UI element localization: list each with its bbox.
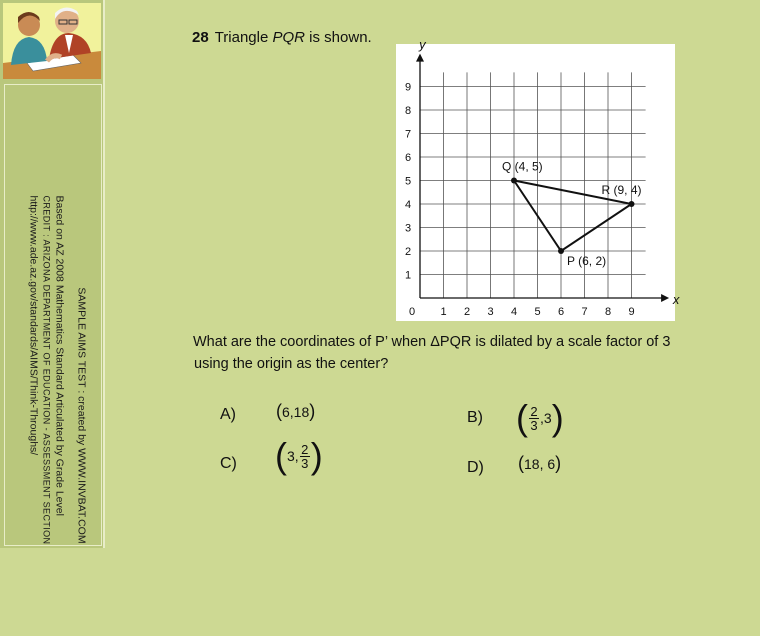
credit-line-3: CREDIT : ARIZONA DEPARTMENT OF EDUCATION - ASSESSMENT SECTION: [41, 195, 52, 545]
question-number: 28: [192, 29, 209, 46]
x-tick-label: 9: [628, 306, 635, 318]
option-c-numerator: 2: [301, 441, 309, 457]
credit-line-1: SAMPLE AIMS TEST : created by WWW.INVBAT.COM: [75, 287, 88, 544]
option-d-value[interactable]: ( 18, 6 ): [518, 453, 562, 473]
option-c-fraction: [300, 443, 310, 470]
vertex-point: [629, 201, 635, 207]
y-tick-label: 8: [404, 105, 412, 117]
vertex-label: Q (4, 5): [502, 159, 543, 174]
option-b-letter[interactable]: B): [467, 409, 483, 426]
option-c-letter[interactable]: C): [220, 455, 237, 472]
y-tick-label: 3: [404, 222, 412, 235]
sidebar: [0, 0, 105, 548]
x-tick-label: 7: [581, 306, 588, 318]
y-tick-label: 1: [404, 269, 412, 282]
vertex-label: P (6, 2): [567, 254, 607, 268]
y-tick-label: 6: [404, 152, 412, 164]
option-b-after: ,3: [540, 410, 552, 426]
x-tick-label: 1: [440, 306, 447, 318]
option-b-denominator: 3: [530, 417, 538, 433]
question-stem-var: PQR: [272, 29, 306, 46]
vertex-point: [511, 178, 517, 184]
option-d-text: 18, 6: [524, 455, 556, 472]
y-tick-label: 2: [404, 246, 412, 258]
question-prompt-line-2: using the origin as the center?: [194, 356, 389, 372]
question-stem-post: is shown.: [305, 29, 372, 46]
option-d-letter[interactable]: D): [467, 459, 484, 476]
option-b-value[interactable]: ( $\frac{2}{3}$ ,3 ): [516, 397, 564, 438]
vertex-point: [558, 248, 564, 254]
option-b-fraction: [529, 405, 539, 432]
x-tick-label: 5: [534, 306, 541, 318]
teacher-student-clipart: [3, 3, 101, 79]
option-a-value[interactable]: ( 6,18 ): [276, 401, 316, 421]
x-tick-label: 3: [487, 306, 494, 318]
credit-line-2: Based on AZ 2008 Mathematics Standard Articulated by Grade Level: [53, 195, 66, 516]
y-axis-label: y: [419, 40, 426, 52]
question-prompt: [193, 331, 733, 375]
x-tick-label: 4: [510, 306, 518, 318]
question-stem-pre: Triangle: [214, 29, 273, 46]
option-c-denominator: 3: [301, 455, 309, 471]
credit-strip: [4, 84, 102, 546]
y-tick-label: 5: [404, 175, 412, 188]
y-tick-label: 9: [404, 81, 412, 94]
option-c-before: 3,: [287, 448, 299, 464]
option-a-text: 6,18: [282, 403, 310, 420]
option-a-letter[interactable]: A): [220, 406, 236, 423]
option-c-value[interactable]: ( 3, $\frac{2}{3}$ ): [275, 435, 323, 476]
x-tick-label: 6: [557, 306, 565, 318]
coordinate-graph: [390, 40, 680, 330]
x-tick-label: 8: [604, 306, 612, 318]
question-prompt-line-1: What are the coordinates of P’ when ΔPQR is dilated by a scale factor of 3: [193, 334, 671, 350]
y-tick-label: 7: [404, 128, 412, 141]
credit-line-4: http://www.ade.az.gov/standards/AIMS/Think-Throughs/: [27, 195, 40, 456]
x-tick-label: 2: [463, 306, 471, 318]
y-tick-label: 4: [404, 199, 412, 211]
x-tick-label: 0: [408, 306, 416, 318]
option-b-numerator: 2: [530, 403, 538, 419]
vertex-label: R (9, 4): [601, 183, 642, 197]
question-title: [192, 29, 372, 46]
credits-block: [27, 196, 88, 636]
x-axis-label: x: [672, 292, 680, 307]
